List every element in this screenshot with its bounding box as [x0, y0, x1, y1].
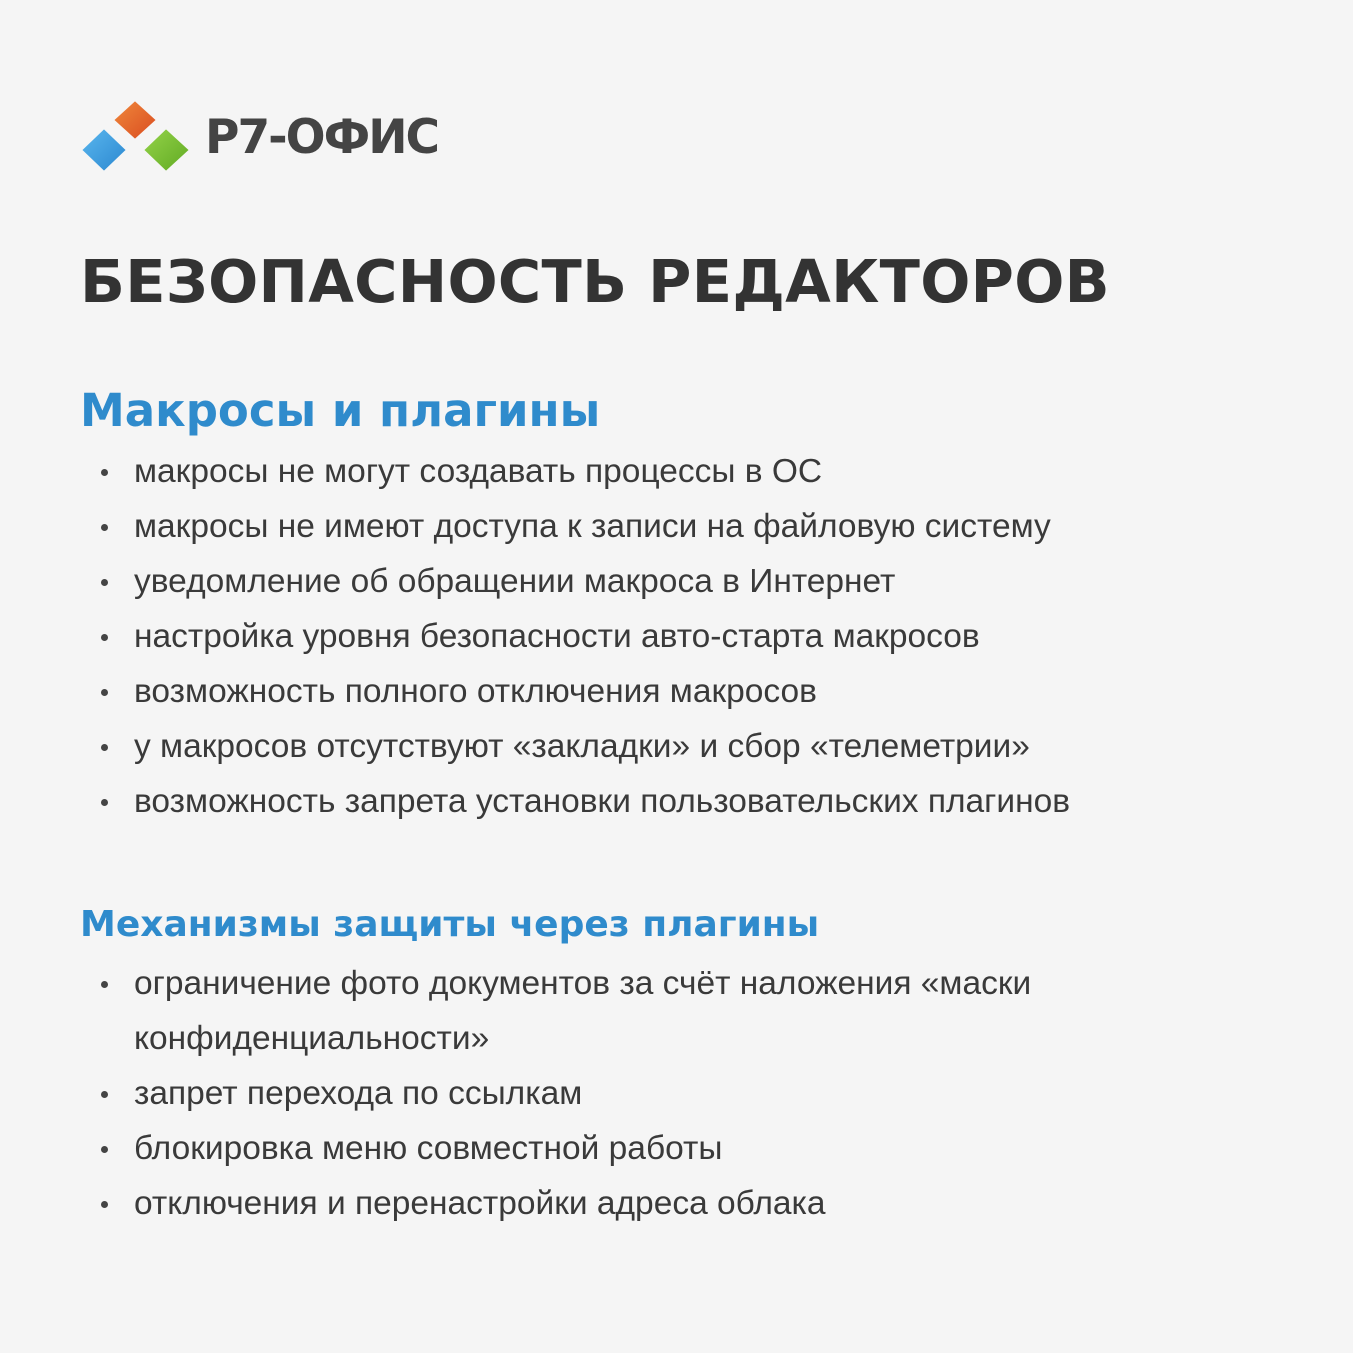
bullet-icon	[101, 1146, 108, 1153]
list-item-text: уведомление об обращении макроса в Интернет	[134, 563, 896, 600]
list-item-text: запрет перехода по ссылкам	[134, 1075, 583, 1112]
list-item	[80, 1176, 1280, 1231]
page-title: БЕЗОПАСНОСТЬ РЕДАКТОРОВ	[80, 247, 1110, 316]
bullet-icon	[101, 1201, 108, 1208]
section-macros-plugins	[80, 384, 1280, 829]
list-item	[80, 664, 1280, 719]
bullet-icon	[101, 579, 108, 586]
list-item	[80, 719, 1280, 774]
r7-office-diamonds-icon	[80, 98, 192, 180]
list-item	[80, 499, 1280, 554]
section-heading: Механизмы защиты через плагины	[80, 904, 820, 945]
bullet-icon	[101, 524, 108, 531]
bullet-icon	[101, 634, 108, 641]
brand-name: Р7-ОФИС	[205, 110, 439, 165]
list-item-text: блокировка меню совместной работы	[134, 1130, 723, 1167]
bullet-icon	[101, 799, 108, 806]
list-item	[80, 774, 1280, 829]
list-item-text: макросы не могут создавать процессы в ОС	[134, 453, 823, 490]
bullet-list	[80, 444, 1280, 829]
list-item-text: возможность запрета установки пользовательских плагинов	[134, 783, 1071, 820]
bullet-icon	[101, 744, 108, 751]
bullet-icon	[101, 469, 108, 476]
list-item	[80, 1066, 1280, 1121]
bullet-icon	[101, 689, 108, 696]
brand-logo	[80, 98, 440, 180]
list-item-text: у макросов отсутствуют «закладки» и сбор «телеметрии»	[134, 728, 1030, 765]
list-item	[80, 609, 1280, 664]
list-item-text: отключения и перенастройки адреса облака	[134, 1185, 826, 1222]
bullet-list	[80, 956, 1280, 1231]
list-item	[80, 554, 1280, 609]
list-item-text: настройка уровня безопасности авто-старта макросов	[134, 618, 980, 655]
section-protection-mechanisms	[80, 900, 1280, 1231]
list-item	[80, 1121, 1280, 1176]
list-item	[80, 956, 1180, 1066]
list-item-text: ограничение фото документов за счёт наложения «маски конфиденциальности»	[134, 965, 1032, 1057]
bullet-icon	[101, 981, 108, 988]
section-heading: Макросы и плагины	[80, 384, 601, 437]
list-item	[80, 444, 1280, 499]
list-item-text: макросы не имеют доступа к записи на файловую систему	[134, 508, 1051, 545]
list-item-text: возможность полного отключения макросов	[134, 673, 817, 710]
bullet-icon	[101, 1091, 108, 1098]
